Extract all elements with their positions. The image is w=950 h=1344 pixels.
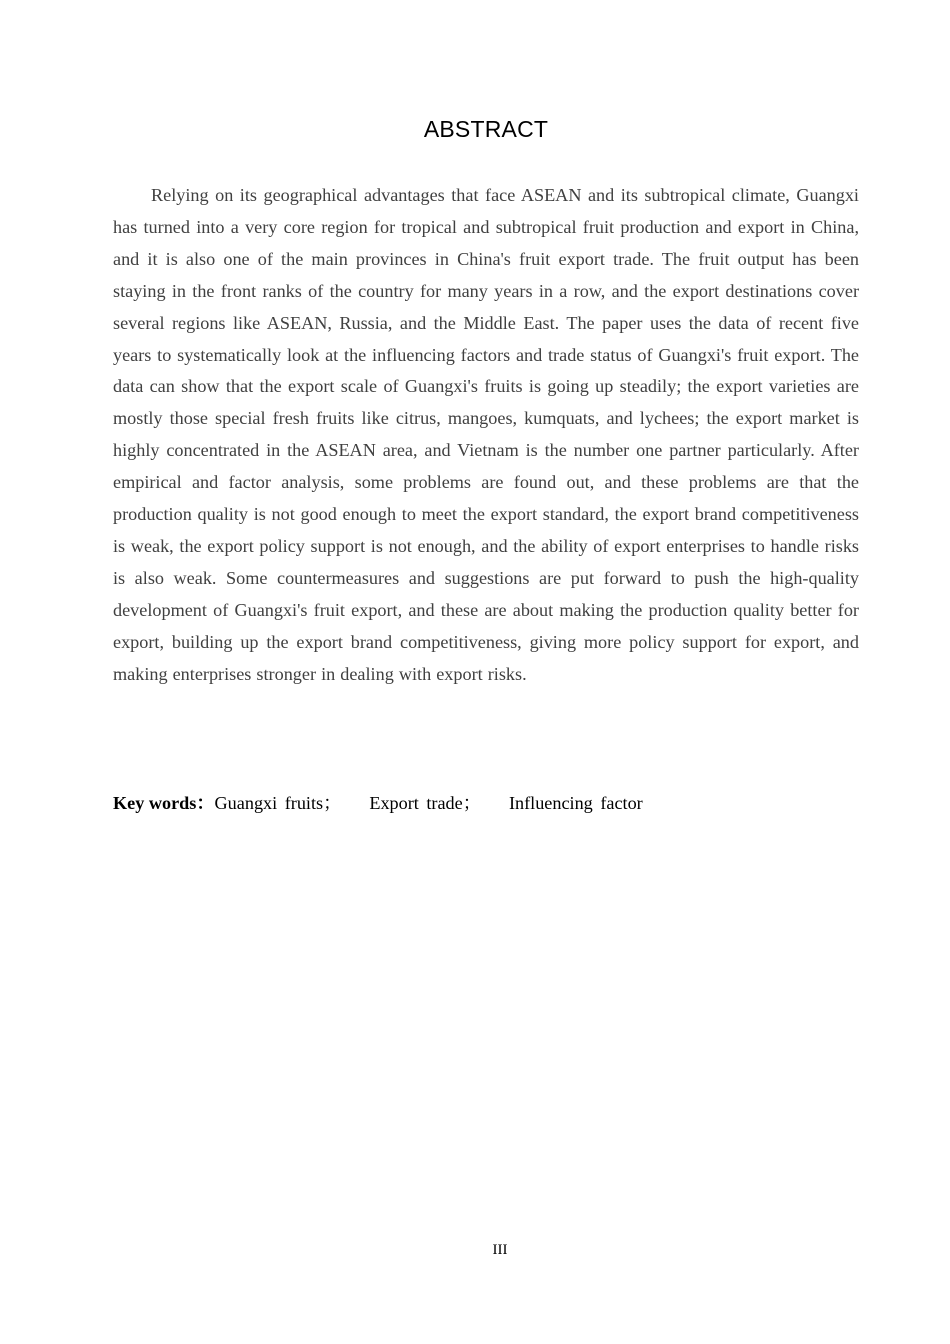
abstract-title: ABSTRACT <box>423 116 549 142</box>
keyword-term: Export trade <box>369 793 463 813</box>
abstract-body: Relying on its geographical advantages that face ASEAN and its subtropical climate, Guangxi has turned into a very core region for tropical and subtropical fruit production and export in China, and it is also one of the main provinces in China's fruit export trade. The fruit output has been staying in the front ranks of the country for many years in a row, and the export destinations cover several regions like ASEAN, Russia, and the Middle East. The paper uses the data of recent five years to systematically look at the influencing factors and trade status of Guangxi's fruit export. The data can show that the export scale of Guangxi's fruits is going up steadily; the export varieties are mostly those special fresh fruits like citrus, mangoes, kumquats, and lychees; the export market is highly concentrated in the ASEAN area, and Vietnam is the number one partner particularly. After empirical and factor analysis, some problems are found out, and these problems are that the production quality is not good enough to meet the export standard, the export brand competitiveness is weak, the export policy support is not enough, and the ability of export enterprises to handle risks is also weak. Some countermeasures and suggestions are put forward to push the high-quality development of Guangxi's fruit export, and these are about making the production quality better for export, building up the export brand competitiveness, giving more policy support for export, and making enterprises stronger in dealing with export risks. <box>113 185 859 684</box>
page-number: III <box>492 1242 508 1258</box>
keywords-label: Key words： <box>113 793 215 813</box>
keyword-term: Guangxi fruits <box>214 793 324 813</box>
keywords-line <box>113 787 859 819</box>
keyword-separator: ； <box>462 793 481 813</box>
keyword-term: Influencing factor <box>508 793 643 813</box>
keyword-separator: ； <box>323 793 342 813</box>
